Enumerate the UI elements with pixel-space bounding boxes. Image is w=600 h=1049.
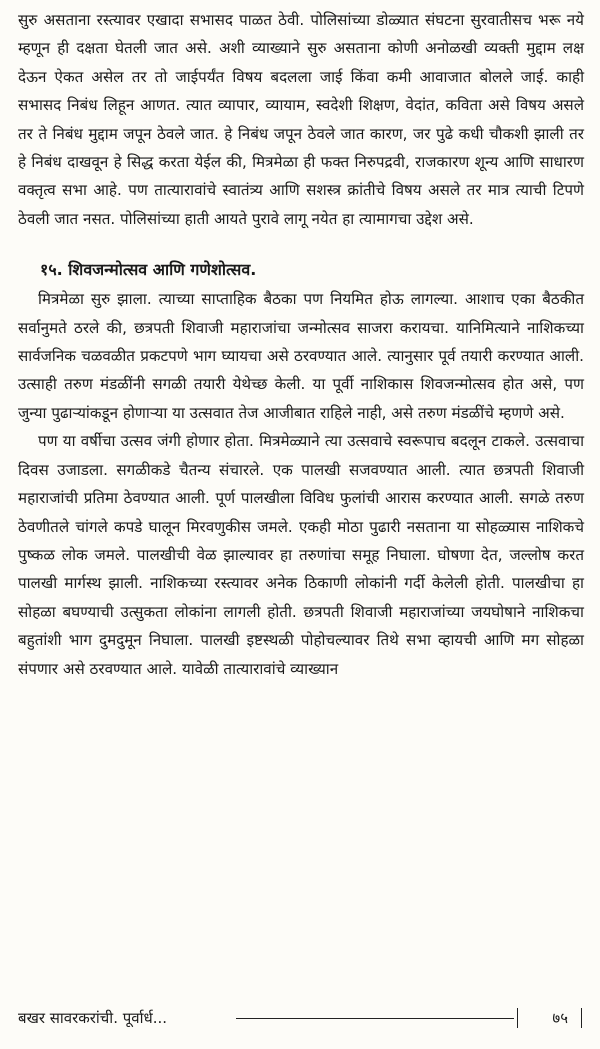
footer-book-title: बखर सावरकरांची. पूर्वार्ध... bbox=[18, 1009, 167, 1027]
paragraph-continuation: सुरु असताना रस्त्यावर एखादा सभासद पाळत ठेवी. पोलिसांच्या डोळ्यात संघटना सुरवातीसच भरू नये म्हणून ही दक्षता घेतली जात असे. अशी व्याख्याने सुरु असताना कोणी अनोळखी व्यक्ती मुद्दाम लक्ष देऊन ऐकत असेल तर तो जाईपर्यंत विषय बदलला जाई किंवा कमी आवाजात बोलले जाई. काही सभासद निबंध लिहून आणत. त्यात व्यापार, व्यायाम, स्वदेशी शिक्षण, वेदांत, कविता असे विषय असले तर ते निबंध मुद्दाम जपून ठेवले जात. हे निबंध जपून ठेवले जात कारण, जर पुढे कधी चौकशी झाली तर हे निबंध दाखवून हे सिद्ध करता येईल की, मित्रमेळा ही फक्त निरुपद्रवी, राजकारण शून्य आणि साधारण वक्तृत्व सभा आहे. पण तात्यारावांचे स्वातंत्र्य आणि सशस्त्र क्रांतीचे विषय असले तर मात्र त्याची टिपणे ठेवली जात नसत. पोलिसांच्या हाती आयते पुरावे लागू नयेत हा त्यामागचा उद्देश असे. bbox=[18, 11, 584, 228]
page-number: ७५ bbox=[552, 1009, 568, 1027]
footer-end-bar bbox=[581, 1008, 582, 1028]
page-footer bbox=[18, 1006, 584, 1030]
footer-divider-bar bbox=[517, 1008, 518, 1028]
page-body bbox=[18, 6, 584, 683]
footer-rule-line bbox=[236, 1018, 514, 1019]
section-gap bbox=[18, 233, 584, 255]
paragraph-palkhi-procession: पण या वर्षीचा उत्सव जंगी होणार होता. मित्रमेळ्याने त्या उत्सवाचे स्वरूपाच बदलून टाकले. उत्सवाचा दिवस उजाडला. सगळीकडे चैतन्य संचारले. एक पालखी सजवण्यात आली. त्यात छत्रपती शिवाजी महाराजांची प्रतिमा ठेवण्यात आली. पूर्ण पालखीला विविध फुलांची आरास करण्यात आली. सगळे तरुण ठेवणीतले चांगले कपडे घालून मिरवणुकीस जमले. एकही मोठा पुढारी नसताना या सोहळ्यास नाशिकचे पुष्कळ लोक जमले. पालखीची वेळ झाल्यावर हा तरुणांचा समूह निघाला. घोषणा देत, जल्लोष करत पालखी मार्गस्थ झाली. नाशिकच्या रस्त्यावर अनेक ठिकाणी लोकांनी गर्दी केलेली होती. पालखीचा हा सोहळा बघण्याची उत्सुकता लोकांना लागली होती. छत्रपती शिवाजी महाराजांच्या जयघोषाने नाशिकचा बहुतांशी भाग दुमदुमून निघाला. पालखी इष्टस्थळी पोहोचल्यावर तिथे सभा व्हायची आणि मग सोहळा संपणार असे ठरवण्यात आले. यावेळी तात्यारावांचे व्याख्यान bbox=[18, 432, 584, 678]
paragraph-shivjanmotsav-intro: मित्रमेळा सुरु झाला. त्याच्या साप्ताहिक बैठका पण नियमित होऊ लागल्या. आशाच एका बैठकीत सर्वानुमते ठरले की, छत्रपती शिवाजी महाराजांचा जन्मोत्सव साजरा करायचा. यानिमित्याने नाशिकच्या सार्वजनिक चळवळीत प्रकटपणे भाग घ्यायचा असे ठरवण्यात आले. त्यानुसार पूर्व तयारी करण्यात आली. उत्साही तरुण मंडळींनी सगळी तयारी येथेच्छ केली. या पूर्वी नाशिकास शिवजन्मोत्सव होत असे, पण जुन्या पुढाऱ्यांकडून होणाऱ्या या उत्सवात तेज आजीबात राहिले नाही, असे तरुण मंडळींचे म्हणणे असे. bbox=[18, 290, 584, 422]
section-heading: १५. शिवजन्मोत्सव आणि गणेशोत्सव. bbox=[40, 260, 257, 280]
